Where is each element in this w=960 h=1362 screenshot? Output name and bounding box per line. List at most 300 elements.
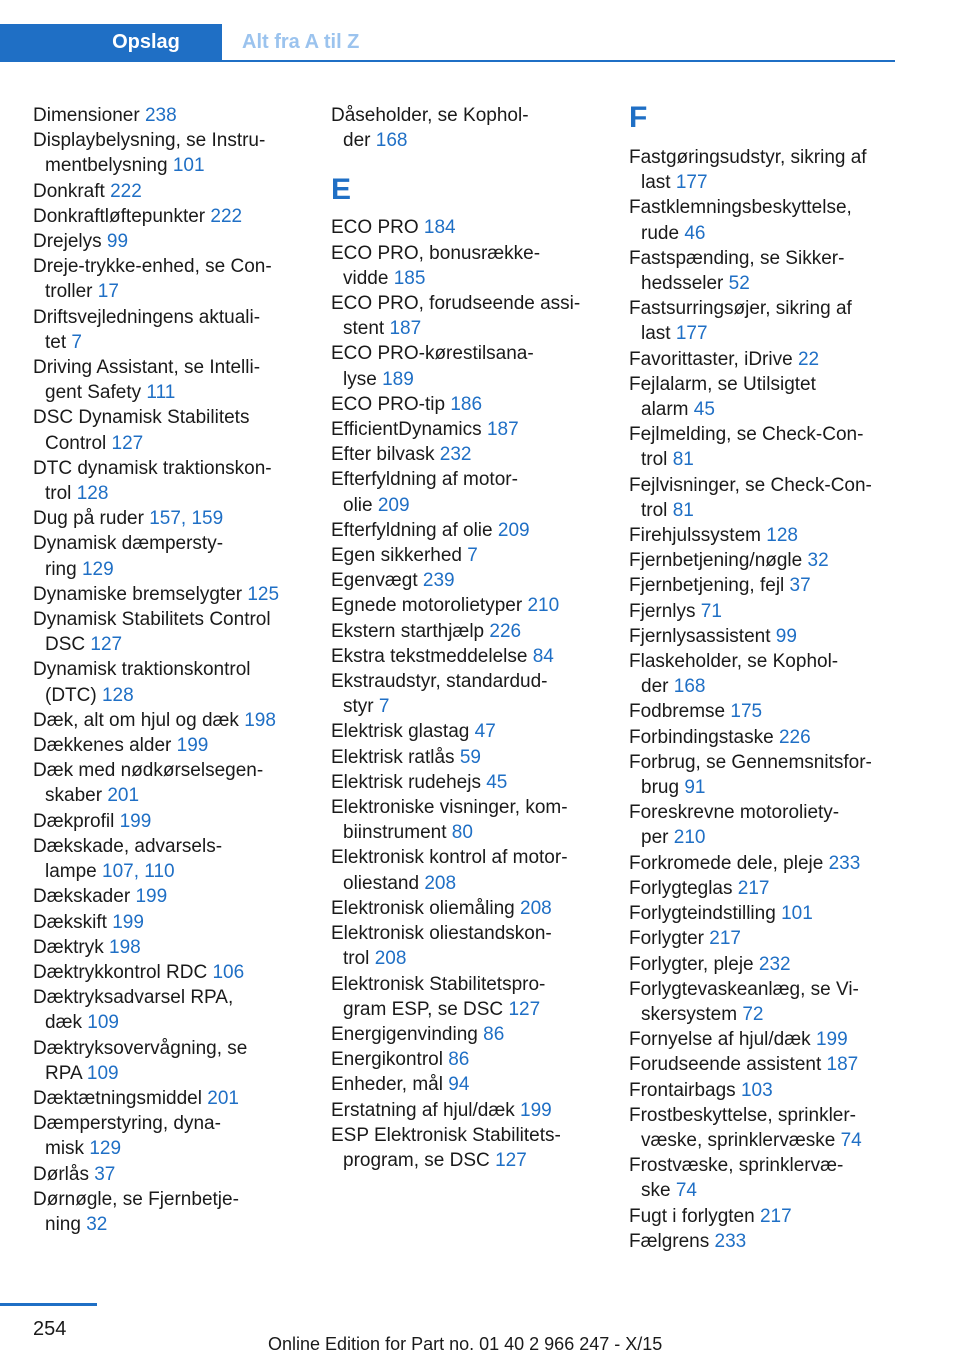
- index-entry-term: Dæktryksadvarsel RPA,: [33, 987, 234, 1009]
- page-reference-link[interactable]: 109: [87, 1012, 119, 1034]
- index-entry-term: ning: [45, 1213, 81, 1235]
- index-entry-term: Elektrisk rudehejs: [331, 771, 481, 793]
- page-reference-link[interactable]: 226: [489, 620, 522, 642]
- page-reference-link[interactable]: 22: [797, 348, 820, 370]
- index-entry: [629, 1229, 919, 1254]
- index-entry-term: Firehjulssystem: [629, 525, 761, 547]
- index-entry-term: tet: [45, 331, 67, 353]
- index-entry-term: Dækkenes alder: [33, 735, 172, 757]
- page-reference-link[interactable]: 7: [378, 696, 390, 718]
- page-reference-link[interactable]: 17: [97, 281, 119, 303]
- index-entry: [629, 296, 919, 346]
- index-entry-term: Dæktryksovervågning, se: [33, 1037, 248, 1059]
- index-column-1: [33, 103, 323, 1237]
- index-entry-term: Enheder, mål: [331, 1074, 443, 1096]
- page-reference-link[interactable]: 199: [815, 1029, 848, 1051]
- index-entry: [629, 573, 919, 598]
- page-reference-link[interactable]: 127: [495, 1149, 527, 1171]
- page-reference-link[interactable]: 127: [90, 634, 123, 656]
- page-reference-link[interactable]: 208: [374, 948, 407, 970]
- index-entry-term: der: [641, 676, 669, 698]
- page-reference-link[interactable]: 109: [86, 1062, 119, 1084]
- index-entry-term: Frostbeskyttelse, sprinkler-: [629, 1104, 857, 1126]
- page-reference-link[interactable]: 37: [789, 575, 811, 597]
- page-reference-link[interactable]: 186: [450, 393, 483, 415]
- index-entry-term: Dynamisk dæmpersty-: [33, 533, 224, 555]
- page-reference-link[interactable]: 99: [775, 625, 797, 647]
- page-reference-link[interactable]: 71: [700, 600, 722, 622]
- index-entry: [33, 657, 323, 707]
- index-entry-term: Fejlvisninger, se Check-Con-: [629, 474, 872, 496]
- index-entry-term: alarm: [641, 399, 689, 421]
- index-entry-term: hedsseler: [641, 273, 724, 295]
- index-entry: [331, 719, 621, 744]
- index-entry: [629, 523, 919, 548]
- index-entry: [33, 733, 323, 758]
- page-reference-link[interactable]: 59: [459, 746, 481, 768]
- footer-rule: [0, 1303, 97, 1306]
- page-reference-link[interactable]: 107, 110: [102, 861, 175, 883]
- index-entry-term: Fugt i forlygten: [629, 1205, 755, 1227]
- page-reference-link[interactable]: 232: [439, 444, 472, 466]
- index-entry-term: Elektrisk glastag: [331, 721, 470, 743]
- page-reference-link[interactable]: 111: [146, 382, 176, 404]
- tab-opslag[interactable]: Opslag: [0, 24, 222, 60]
- index-entry-term: lyse: [343, 368, 377, 390]
- index-entry-term: Fælgrens: [629, 1230, 710, 1252]
- index-entry-term: Dæmperstyring, dyna-: [33, 1113, 221, 1135]
- index-entry-term: misk: [45, 1138, 85, 1160]
- index-entry: [331, 467, 621, 517]
- page-reference-link[interactable]: 208: [520, 897, 552, 919]
- index-entry-term: per: [641, 827, 669, 849]
- index-entry: [629, 599, 919, 624]
- index-entry: [331, 896, 621, 921]
- index-entry: [33, 1111, 323, 1161]
- page-reference-link[interactable]: 198: [244, 709, 276, 731]
- index-entry-term: last: [641, 172, 671, 194]
- page-reference-link[interactable]: 129: [89, 1138, 122, 1160]
- page-reference-link[interactable]: 74: [675, 1180, 697, 1202]
- index-entry: [629, 977, 919, 1027]
- index-entry-term: gram ESP, se DSC: [343, 998, 504, 1020]
- index-entry: [629, 347, 919, 372]
- index-entry: [33, 254, 323, 304]
- index-entry-term: Favorittaster, iDrive: [629, 348, 793, 370]
- index-entry-term: Fejlalarm, se Utilsigtet: [629, 373, 816, 395]
- index-entry: [629, 145, 919, 195]
- page-reference-link[interactable]: 125: [247, 583, 280, 605]
- index-entry: [629, 649, 919, 699]
- index-entry-term: skaber: [45, 785, 103, 807]
- index-entry: [331, 518, 621, 543]
- index-entry: [331, 795, 621, 845]
- page-reference-link[interactable]: 208: [424, 872, 457, 894]
- index-entry: [33, 305, 323, 355]
- index-entry-term: styr: [343, 696, 374, 718]
- header-rule: [0, 60, 895, 62]
- index-entry: [629, 1027, 919, 1052]
- page-reference-link[interactable]: 72: [742, 1003, 764, 1025]
- index-entry-term: Dørnøgle, se Fjernbetje-: [33, 1188, 239, 1210]
- page-reference-link[interactable]: 184: [423, 217, 456, 239]
- index-entry: [629, 699, 919, 724]
- page-reference-link[interactable]: 201: [107, 785, 140, 807]
- index-entry-term: dæk: [45, 1012, 82, 1034]
- index-entry: [33, 607, 323, 657]
- index-entry: [331, 1123, 621, 1173]
- index-entry-term: Fastspænding, se Sikker-: [629, 247, 845, 269]
- page-reference-link[interactable]: 233: [828, 852, 861, 874]
- index-entry-term: trol: [45, 483, 72, 505]
- page-reference-link[interactable]: 127: [508, 998, 541, 1020]
- index-entry: [33, 758, 323, 808]
- page-reference-link[interactable]: 81: [672, 499, 694, 521]
- page-reference-link[interactable]: 7: [71, 331, 82, 353]
- index-entry: [33, 809, 323, 834]
- index-entry-term: EfficientDynamics: [331, 419, 482, 441]
- page-reference-link[interactable]: 209: [377, 494, 410, 516]
- index-entry: [33, 506, 323, 531]
- index-entry-term: Fodbremse: [629, 701, 726, 723]
- page-reference-link[interactable]: 81: [672, 449, 694, 471]
- index-entry-term: Dækskift: [33, 911, 107, 933]
- index-entry-term: Dynamiske bremselygter: [33, 583, 243, 605]
- page-reference-link[interactable]: 45: [693, 399, 715, 421]
- index-entry-term: last: [641, 323, 671, 345]
- index-entry-term: trol: [641, 449, 668, 471]
- page-reference-link[interactable]: 233: [714, 1230, 747, 1252]
- page-reference-link[interactable]: 238: [144, 105, 177, 126]
- index-entry: [629, 851, 919, 876]
- index-entry-term: ske: [641, 1180, 671, 1202]
- index-entry: [33, 910, 323, 935]
- index-entry-term: Egen sikkerhed: [331, 545, 462, 567]
- index-entry-term: DSC: [45, 634, 86, 656]
- page-reference-link[interactable]: 128: [101, 684, 134, 706]
- page-reference-link[interactable]: 189: [382, 368, 414, 390]
- page-reference-link[interactable]: 128: [76, 483, 109, 505]
- index-entry-term: Fjernlysassistent: [629, 625, 771, 647]
- index-entry: [33, 229, 323, 254]
- index-entry: [331, 442, 621, 467]
- index-entry-term: troller: [45, 281, 93, 303]
- page-reference-link[interactable]: 37: [94, 1163, 116, 1185]
- page-reference-link[interactable]: 7: [467, 545, 478, 567]
- page-reference-link[interactable]: 187: [389, 318, 422, 340]
- index-entry: [331, 1098, 621, 1123]
- index-entry: [33, 582, 323, 607]
- page-reference-link[interactable]: 210: [673, 827, 706, 849]
- index-entry: [331, 972, 621, 1022]
- index-entry: [629, 1078, 919, 1103]
- index-entry: [33, 985, 323, 1035]
- index-entry-term: Fastklemningsbeskyttelse,: [629, 197, 852, 219]
- index-entry-term: Fjernlys: [629, 600, 696, 622]
- index-entry: [331, 921, 621, 971]
- index-entry-term: Fastsurringsøjer, sikring af: [629, 298, 852, 320]
- page-reference-link[interactable]: 201: [207, 1087, 239, 1109]
- page-reference-link[interactable]: 222: [110, 180, 142, 202]
- index-entry: [629, 422, 919, 472]
- index-entry: [331, 669, 621, 719]
- index-entry: [33, 179, 323, 204]
- index-entry: [629, 725, 919, 750]
- page-reference-link[interactable]: 129: [81, 558, 114, 580]
- index-entry-term: skersystem: [641, 1003, 738, 1025]
- index-entry-term: Erstatning af hjul/dæk: [331, 1099, 515, 1121]
- index-entry: [33, 405, 323, 455]
- index-entry: [331, 770, 621, 795]
- page-reference-link[interactable]: 199: [135, 886, 168, 908]
- index-entry-term: oliestand: [343, 872, 420, 894]
- index-entry-term: Forbrug, se Gennemsnitsfor-: [629, 751, 872, 773]
- page-reference-link[interactable]: 199: [112, 911, 144, 933]
- index-entry-term: Displaybelysning, se Instru-: [33, 130, 266, 152]
- index-entry: [33, 960, 323, 985]
- index-entry-term: Forlygteglas: [629, 877, 733, 899]
- index-entry-term: Forbindingstaske: [629, 726, 774, 748]
- index-entry-term: ECO PRO, forudseende assi-: [331, 293, 581, 315]
- index-entry: [629, 1153, 919, 1203]
- page-reference-link[interactable]: 239: [422, 570, 455, 592]
- index-entry: [331, 845, 621, 895]
- page-reference-link[interactable]: 91: [684, 777, 706, 799]
- index-entry-term: Efterfyldning af motor-: [331, 469, 518, 491]
- page-reference-link[interactable]: 106: [212, 961, 245, 983]
- index-entry-term: Dækprofil: [33, 810, 115, 832]
- index-entry-term: Fejlmelding, se Check-Con-: [629, 424, 864, 446]
- index-entry-term: Frostvæske, sprinklervæ-: [629, 1155, 844, 1177]
- index-entry: [629, 800, 919, 850]
- index-entry-term: DTC dynamisk traktionskon-: [33, 457, 272, 479]
- index-entry-term: Energigenvinding: [331, 1023, 478, 1045]
- page-reference-link[interactable]: 168: [375, 130, 408, 152]
- index-entry-term: mentbelysning: [45, 155, 168, 177]
- index-entry: [331, 619, 621, 644]
- index-entry: [33, 355, 323, 405]
- page-reference-link[interactable]: 185: [393, 267, 426, 289]
- index-entry-term: DSC Dynamisk Stabilitets: [33, 407, 250, 429]
- index-entry-term: Dækskade, advarsels-: [33, 835, 223, 857]
- page-reference-link[interactable]: 128: [766, 525, 798, 547]
- index-entry-term: Elektronisk oliemåling: [331, 897, 515, 919]
- index-entry: [331, 215, 621, 240]
- index-entry-term: gent Safety: [45, 382, 142, 404]
- index-entry-term: Elektronisk Stabilitetspro-: [331, 973, 546, 995]
- page-reference-link[interactable]: 177: [675, 323, 708, 345]
- index-entry-term: Ekstra tekstmeddelelse: [331, 645, 528, 667]
- index-entry-term: Egenvægt: [331, 570, 418, 592]
- page-reference-link[interactable]: 199: [176, 735, 209, 757]
- index-entry-term: vidde: [343, 267, 389, 289]
- index-entry: [33, 128, 323, 178]
- index-entry: [629, 952, 919, 977]
- index-entry: [331, 745, 621, 770]
- index-entry-term: ECO PRO-kørestilsana-: [331, 343, 534, 365]
- index-entry-term: Dåseholder, se Kophol-: [331, 105, 529, 126]
- index-entry-term: Dynamisk traktionskontrol: [33, 659, 251, 681]
- index-entry: [33, 103, 323, 128]
- page-reference-link[interactable]: 45: [486, 771, 508, 793]
- page-reference-link[interactable]: 32: [86, 1213, 108, 1235]
- index-entry-term: Donkraftløftepunkter: [33, 205, 206, 227]
- page-reference-link[interactable]: 101: [172, 155, 205, 177]
- page-reference-link[interactable]: 177: [675, 172, 708, 194]
- index-entry: [629, 195, 919, 245]
- index-entry-term: Fjernbetjening, fejl: [629, 575, 785, 597]
- page-reference-link[interactable]: 99: [106, 231, 129, 253]
- page-reference-link[interactable]: 127: [111, 432, 144, 454]
- page-reference-link[interactable]: 187: [826, 1054, 859, 1076]
- page-reference-link[interactable]: 199: [119, 810, 152, 832]
- index-entry-term: (DTC): [45, 684, 97, 706]
- index-entry: [331, 543, 621, 568]
- index-entry-term: Dynamisk Stabilitets Control: [33, 609, 271, 631]
- index-entry-term: Fjernbetjening/nøgle: [629, 550, 803, 572]
- index-entry: [33, 884, 323, 909]
- page-reference-link[interactable]: 74: [840, 1129, 862, 1151]
- page-reference-link[interactable]: 32: [807, 550, 829, 572]
- index-entry: [629, 901, 919, 926]
- index-entry: [33, 935, 323, 960]
- index-entry-term: Driftsvejledningens aktuali-: [33, 306, 261, 328]
- page-reference-link[interactable]: 157, 159: [149, 508, 224, 530]
- index-entry-term: Egnede motorolietyper: [331, 595, 523, 617]
- index-entry: [331, 241, 621, 291]
- index-entry: [33, 834, 323, 884]
- index-entry-term: Dørlås: [33, 1163, 89, 1185]
- page-reference-link[interactable]: 187: [486, 419, 519, 441]
- page-reference-link[interactable]: 86: [483, 1023, 505, 1045]
- page-reference-link[interactable]: 217: [759, 1205, 792, 1227]
- page-reference-link[interactable]: 103: [740, 1079, 773, 1101]
- index-entry-term: Ekstraudstyr, standardud-: [331, 671, 548, 693]
- index-entry-term: Elektronisk kontrol af motor-: [331, 847, 568, 869]
- index-entry-term: Ekstern starthjælp: [331, 620, 485, 642]
- index-entry-term: Dreje-trykke-enhed, se Con-: [33, 256, 272, 278]
- index-entry-term: Flaskeholder, se Kophol-: [629, 651, 839, 673]
- page-reference-link[interactable]: 47: [474, 721, 496, 743]
- index-entry-term: Forlygtevaskeanlæg, se Vi-: [629, 978, 859, 1000]
- index-entry-term: Donkraft: [33, 180, 105, 202]
- index-entry-term: Foreskrevne motoroliety-: [629, 802, 840, 824]
- page-number: 254: [33, 1318, 67, 1340]
- page-reference-link[interactable]: 222: [210, 205, 243, 227]
- index-entry-term: Energikontrol: [331, 1049, 443, 1071]
- page-reference-link[interactable]: 80: [451, 822, 473, 844]
- index-entry-term: ECO PRO-tip: [331, 393, 446, 415]
- index-entry-term: Elektronisk oliestandskon-: [331, 923, 552, 945]
- index-entry: [629, 926, 919, 951]
- page-reference-link[interactable]: 175: [730, 701, 763, 723]
- index-entry-term: Dækskader: [33, 886, 131, 908]
- index-entry-term: ECO PRO, bonusrække-: [331, 242, 541, 264]
- index-entry-term: Frontairbags: [629, 1079, 736, 1101]
- index-entry: [331, 392, 621, 417]
- index-entry-term: Drejelys: [33, 231, 102, 253]
- index-entry-term: RPA: [45, 1062, 82, 1084]
- index-entry: [629, 750, 919, 800]
- page-reference-link[interactable]: 217: [709, 928, 741, 950]
- page-reference-link[interactable]: 226: [778, 726, 811, 748]
- index-entry: [33, 456, 323, 506]
- index-entry-term: Driving Assistant, se Intelli-: [33, 357, 261, 379]
- page-reference-link[interactable]: 86: [448, 1049, 470, 1071]
- index-entry: [629, 1204, 919, 1229]
- page-reference-link[interactable]: 84: [532, 645, 554, 667]
- page-reference-link[interactable]: 232: [758, 953, 791, 975]
- index-entry: [629, 372, 919, 422]
- index-entry-term: væske, sprinklervæske: [641, 1129, 836, 1151]
- index-column-2: [331, 103, 621, 1173]
- section-letter: F: [629, 101, 648, 134]
- index-entry: [629, 1103, 919, 1153]
- section-letter: E: [331, 173, 352, 207]
- page-reference-link[interactable]: 168: [673, 676, 706, 698]
- tab-alt-fra-a-til-z[interactable]: Alt fra A til Z: [242, 30, 360, 53]
- index-entry: [629, 1052, 919, 1077]
- page-reference-link[interactable]: 52: [728, 273, 750, 295]
- index-entry-term: Forlygter: [629, 928, 704, 950]
- index-entry-term: ring: [45, 558, 77, 580]
- index-entry: [331, 593, 621, 618]
- index-entry-term: brug: [641, 777, 680, 799]
- index-entry: [629, 246, 919, 296]
- index-entry-term: Dæktætningsmiddel: [33, 1087, 202, 1109]
- index-entry-term: der: [343, 130, 371, 152]
- page-reference-link[interactable]: 101: [781, 903, 813, 925]
- page-reference-link[interactable]: 199: [520, 1099, 552, 1121]
- index-entry-term: Fastgøringsudstyr, sikring af: [629, 147, 867, 168]
- index-entry-term: Forudseende assistent: [629, 1054, 822, 1076]
- index-entry-term: Dug på ruder: [33, 508, 144, 530]
- index-entry: [33, 204, 323, 229]
- index-entry-term: trol: [343, 948, 370, 970]
- index-entry: [33, 708, 323, 733]
- index-entry-term: rude: [641, 222, 680, 244]
- index-entry: [629, 548, 919, 573]
- index-entry-term: Elektroniske visninger, kom-: [331, 797, 568, 819]
- index-entry-term: ECO PRO: [331, 217, 419, 239]
- index-column-3: [629, 103, 919, 1254]
- index-entry: [629, 624, 919, 649]
- index-entry: [331, 1072, 621, 1097]
- page-reference-link[interactable]: 210: [527, 595, 560, 617]
- page-reference-link[interactable]: 46: [684, 222, 706, 244]
- page-reference-link[interactable]: 217: [737, 877, 770, 899]
- index-entry: [331, 341, 621, 391]
- index-entry-term: stent: [343, 318, 385, 340]
- index-entry-term: Efterfyldning af olie: [331, 519, 493, 541]
- page-reference-link[interactable]: 209: [497, 519, 530, 541]
- index-entry: [331, 103, 621, 153]
- page-reference-link[interactable]: 198: [109, 936, 141, 958]
- index-entry: [331, 644, 621, 669]
- index-entry-term: ESP Elektronisk Stabilitets-: [331, 1124, 561, 1146]
- index-entry-term: program, se DSC: [343, 1149, 490, 1171]
- index-entry-term: Dimensioner: [33, 105, 140, 126]
- index-entry: [629, 876, 919, 901]
- index-entry-term: Efter bilvask: [331, 444, 435, 466]
- index-entry: [33, 1086, 323, 1111]
- index-entry-term: Dæk med nødkørselsegen-: [33, 760, 264, 782]
- index-entry-term: Elektrisk ratlås: [331, 746, 455, 768]
- page-reference-link[interactable]: 94: [448, 1074, 470, 1096]
- index-entry-term: olie: [343, 494, 373, 516]
- index-entry-term: Dæk, alt om hjul og dæk: [33, 709, 239, 731]
- index-entry-term: biinstrument: [343, 822, 447, 844]
